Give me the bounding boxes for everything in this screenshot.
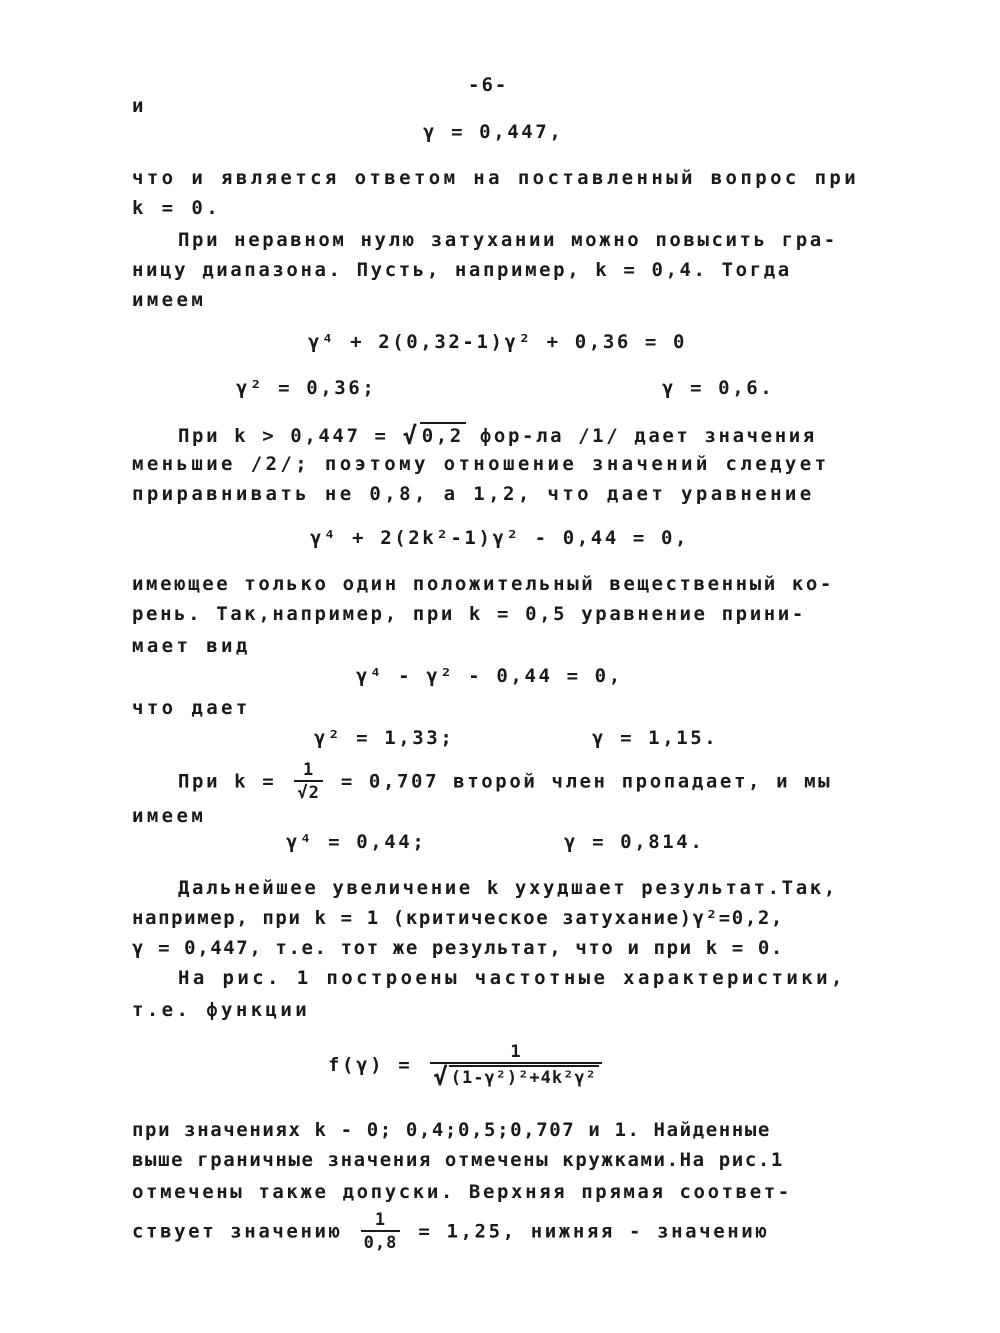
text-line: Дальнейшее увеличение k ухудшает результат.Так, <box>178 877 838 899</box>
text-line: имеющее только один положительный вещественный ко- <box>132 573 834 595</box>
formula-equation-6b: γ = 0,814. <box>564 831 705 853</box>
function-fraction <box>430 1042 602 1089</box>
text-line: имеем <box>132 289 207 311</box>
text-span: фор-ла /1/ дает значения <box>479 425 817 447</box>
formula-equation-1: γ⁴ + 2(0,32-1)γ² + 0,36 = 0 <box>308 331 688 353</box>
text-line: например, при k = 1 (критическое затухание)γ²=0,2, <box>132 907 784 929</box>
text-span: При k > 0,447 = <box>178 425 389 447</box>
text-line: имеем <box>132 805 207 827</box>
text-line: рень. Так,например, при k = 0,5 уравнение прини- <box>132 603 806 625</box>
text-span: = 1,25, нижняя - значению <box>418 1220 770 1243</box>
text-line: что дает <box>132 697 251 719</box>
fraction-numerator: 1 <box>302 760 315 780</box>
text-line: На рис. 1 построены частотные характеристики, <box>178 967 846 989</box>
text-line: выше граничные значения отмечены кружками.На рис.1 <box>132 1149 784 1171</box>
fraction-denominator: √2 <box>294 780 322 804</box>
text-line: т.е. функции <box>132 999 311 1021</box>
sqrt-value: 0,2 <box>420 422 466 448</box>
formula-equation-6a: γ⁴ = 0,44; <box>286 831 427 853</box>
formula-gamma: γ = 0,447, <box>423 121 564 143</box>
fraction-numerator: 1 <box>374 1210 387 1230</box>
text-line: отмечены также допуски. Верхняя прямая соответ- <box>132 1181 792 1203</box>
text-line <box>132 1210 872 1254</box>
function-lhs: f(γ) = <box>328 1054 413 1076</box>
text-line <box>178 760 918 804</box>
text-line: γ = 0,447, т.е. тот же результат, что и при k = 0. <box>132 937 784 959</box>
text-line: что и является ответом на поставленный вопрос при <box>132 167 860 189</box>
formula-frequency-function <box>328 1042 606 1089</box>
radical-sign: √ <box>433 1063 449 1091</box>
formula-equation-3: γ⁴ + 2(2k²-1)γ² - 0,44 = 0, <box>310 527 690 549</box>
page-number: -6- <box>468 74 509 96</box>
fraction-numerator: 1 <box>510 1042 522 1062</box>
sqrt-value: (1-γ²)²+4k²γ² <box>449 1065 599 1089</box>
text-span: = 0,707 второй член пропадает, и мы <box>340 770 833 793</box>
fraction-1-over-sqrt2 <box>294 760 322 804</box>
text-line: ницу диапазона. Пусть, например, k = 0,4. Тогда <box>132 259 792 281</box>
formula-equation-2a: γ² = 0,36; <box>236 377 377 399</box>
text-line: и <box>132 95 147 117</box>
text-line: k = 0. <box>132 197 222 219</box>
text-line: мает вид <box>132 635 251 657</box>
text-line <box>178 422 918 448</box>
fraction-denominator <box>430 1062 602 1089</box>
text-line: при значениях k - 0; 0,4;0,5;0,707 и 1. Найденные <box>132 1119 771 1141</box>
text-line: При неравном нулю затухании можно повысить гра- <box>178 229 838 251</box>
formula-equation-5b: γ = 1,15. <box>592 727 719 749</box>
formula-equation-4: γ⁴ - γ² - 0,44 = 0, <box>356 665 623 687</box>
text-line: приравнивать не 0,8, а 1,2, что дает уравнение <box>132 483 815 505</box>
formula-equation-5a: γ² = 1,33; <box>314 727 455 749</box>
formula-equation-2b: γ = 0,6. <box>662 377 775 399</box>
fraction-1-over-0-8 <box>361 1210 401 1254</box>
text-span: ствует значению <box>132 1220 343 1243</box>
fraction-denominator: 0,8 <box>361 1230 401 1254</box>
text-span: При k = <box>178 770 277 793</box>
radical-sign: √ <box>402 422 420 450</box>
text-line: меньшие /2/; поэтому отношение значений следует <box>132 453 830 475</box>
